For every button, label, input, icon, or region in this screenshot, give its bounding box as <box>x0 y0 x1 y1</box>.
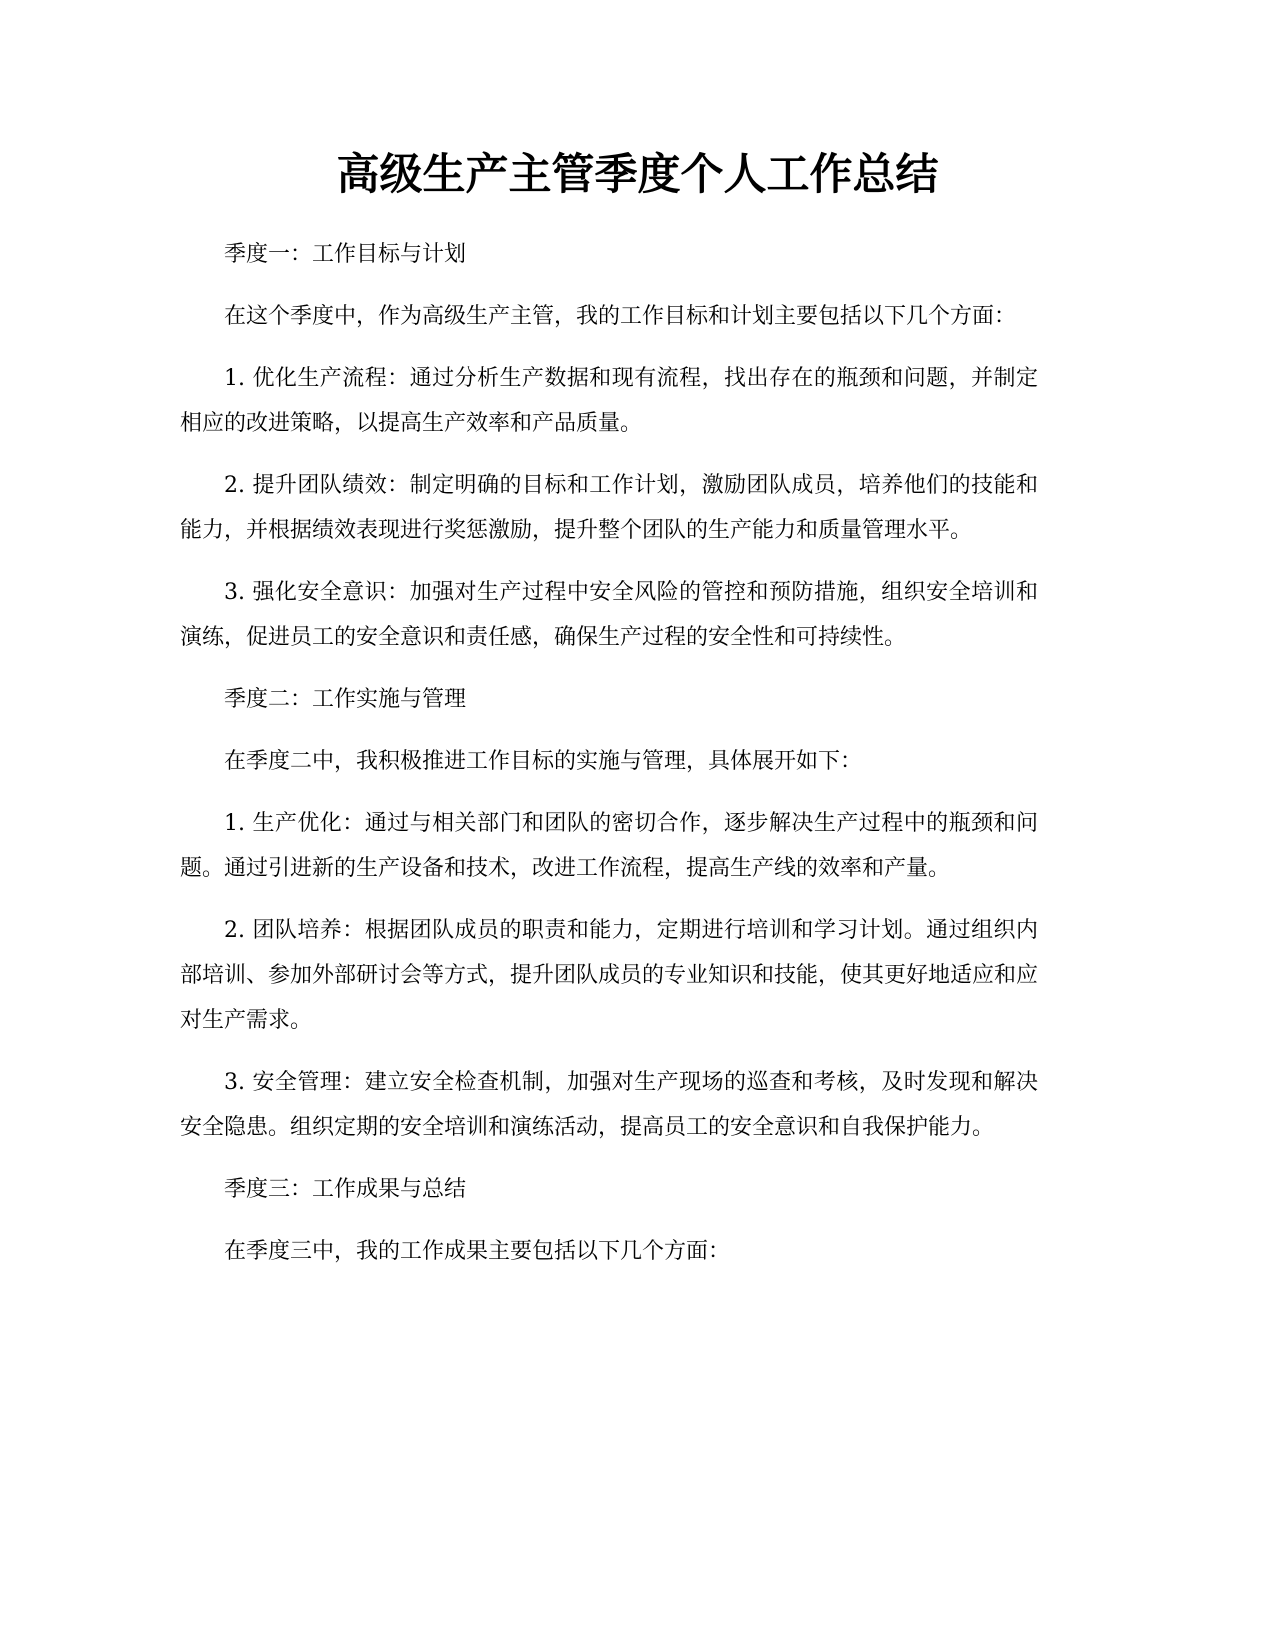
section-heading-q1: 季度一：工作目标与计划 <box>224 242 467 267</box>
document-body <box>180 232 1038 1291</box>
q1-item-1: 1. 优化生产流程：通过分析生产数据和现有流程，找出存在的瓶颈和问题，并制定相应的改进策略，以提高生产效率和产品质量。 <box>180 366 1038 436</box>
q1-intro-paragraph: 在这个季度中，作为高级生产主管，我的工作目标和计划主要包括以下几个方面： <box>224 304 1017 329</box>
q2-intro-paragraph: 在季度二中，我积极推进工作目标的实施与管理，具体展开如下： <box>224 749 863 774</box>
q1-item-2: 2. 提升团队绩效：制定明确的目标和工作计划，激励团队成员，培养他们的技能和能力，并根据绩效表现进行奖惩激励，提升整个团队的生产能力和质量管理水平。 <box>180 473 1038 543</box>
q2-item-2: 2. 团队培养：根据团队成员的职责和能力，定期进行培训和学习计划。通过组织内部培训、参加外部研讨会等方式，提升团队成员的专业知识和技能，使其更好地适应和应对生产需求。 <box>180 918 1039 1033</box>
document-title: 高级生产主管季度个人工作总结 <box>336 150 939 200</box>
section-heading-q2: 季度二：工作实施与管理 <box>224 687 467 712</box>
q3-intro-paragraph: 在季度三中，我的工作成果主要包括以下几个方面： <box>224 1239 731 1264</box>
q2-item-1: 1. 生产优化：通过与相关部门和团队的密切合作，逐步解决生产过程中的瓶颈和问题。通过引进新的生产设备和技术，改进工作流程，提高生产线的效率和产量。 <box>180 811 1038 881</box>
q1-item-3: 3. 强化安全意识：加强对生产过程中安全风险的管控和预防措施，组织安全培训和演练，促进员工的安全意识和责任感，确保生产过程的安全性和可持续性。 <box>180 580 1038 650</box>
q2-item-3: 3. 安全管理：建立安全检查机制，加强对生产现场的巡查和考核，及时发现和解决安全隐患。组织定期的安全培训和演练活动，提高员工的安全意识和自我保护能力。 <box>180 1070 1038 1140</box>
section-heading-q3: 季度三：工作成果与总结 <box>224 1177 467 1202</box>
